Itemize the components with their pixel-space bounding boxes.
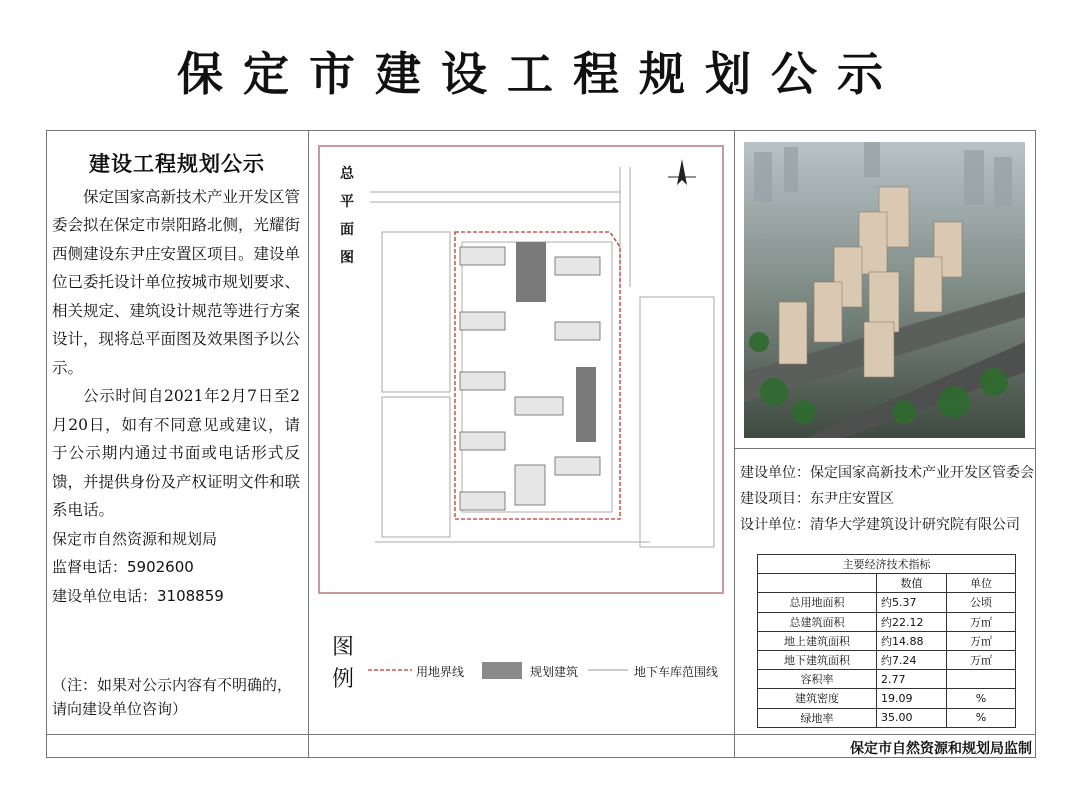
table-row: 绿地率 35.00 %	[758, 708, 1016, 727]
page-title: 保定市建设工程规划公示	[177, 47, 903, 101]
issuing-org: 保定市自然资源和规划局	[52, 529, 218, 548]
info-project: 建设项目：东尹庄安置区	[740, 491, 894, 507]
header-value: 数值	[877, 574, 947, 593]
table-row: 建筑密度 19.09 %	[758, 689, 1016, 708]
header-unit: 单位	[947, 574, 1016, 593]
legend-garage-text: 地下车库范围线	[634, 665, 719, 679]
notice-title: 建设工程规划公示	[89, 151, 265, 176]
table-row: 地上建筑面积 约14.88 万㎡	[758, 631, 1016, 650]
legend-building-text: 规划建筑	[530, 665, 579, 679]
divider-right	[734, 131, 735, 757]
info-construction-unit: 建设单位：保定国家高新技术产业开发区管委会	[740, 465, 1034, 481]
economic-indicators-table	[757, 554, 1016, 728]
builder-phone: 建设单位电话：3108859	[52, 586, 224, 605]
plan-vertical-label: 总平面图	[340, 166, 354, 266]
legend-boundary-text: 用地界线	[416, 665, 465, 679]
notice-paragraph-2: 公示时间自2021年2月7日至2月20日，如有不同意见或建议，请于公示期内通过书面或电话形式反馈，并提供身份及产权证明文件和联系电话。	[52, 387, 301, 519]
site-plan-drawing	[320, 147, 722, 592]
info-designer: 设计单位：清华大学建筑设计研究院有限公司	[740, 517, 1020, 533]
table-row: 总建筑面积 约22.12 万㎡	[758, 612, 1016, 631]
supervise-phone: 监督电话：5902600	[52, 558, 194, 576]
notice-text-panel	[48, 132, 306, 732]
table-row: 地下建筑面积 约7.24 万㎡	[758, 650, 1016, 669]
table-row: 容积率 2.77	[758, 670, 1016, 689]
legend-building-mark	[482, 662, 522, 679]
notice-paragraph-1: 保定国家高新技术产业开发区管委会拟在保定市崇阳路北侧，光耀街西侧建设东尹庄安置区项目。建设单位已委托设计单位按城市规划要求、相关规定、建筑设计规范等进行方案设计，现将总平面图及效果图予以公示。	[52, 187, 301, 377]
footer-divider	[46, 734, 1036, 735]
divider-left	[308, 131, 309, 757]
footer-credit: 保定市自然资源和规划局监制	[850, 741, 1032, 757]
notice-note: （注：如果对公示内容有不明确的，请向建设单位咨询）	[52, 676, 293, 718]
table-header-row	[758, 574, 1016, 593]
aerial-rendering-image	[744, 142, 1025, 438]
north-arrow-icon	[668, 159, 696, 185]
table-row: 总用地面积 约5.37 公顷	[758, 593, 1016, 612]
right-divider	[734, 448, 1036, 449]
legend-label: 图例	[332, 635, 355, 692]
site-plan-frame	[318, 145, 724, 594]
table-caption: 主要经济技术指标	[758, 555, 1016, 574]
